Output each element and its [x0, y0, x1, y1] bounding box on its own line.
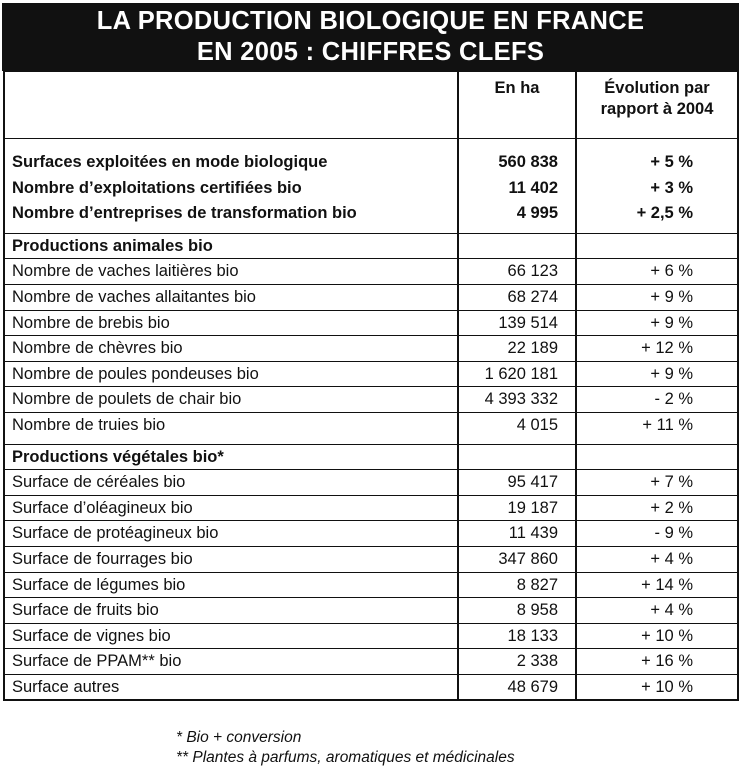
row-label: Nombre de vaches laitières bio	[5, 259, 459, 284]
row-change: + 12 %	[641, 339, 693, 358]
row-value: 2 338	[459, 649, 577, 674]
row-label: Nombre d’exploitations certifiées bio	[5, 176, 459, 202]
row-label: Nombre de poules pondeuses bio	[5, 362, 459, 387]
title-banner	[2, 3, 739, 71]
row-value: 11 402	[459, 176, 577, 202]
footnote-ppam: ** Plantes à parfums, aromatiques et médicinales	[176, 749, 515, 766]
table-row	[5, 546, 737, 572]
table-row	[5, 597, 737, 623]
row-change: + 7 %	[650, 473, 693, 492]
row-label: Surface autres	[5, 675, 459, 700]
row-label: Surface de céréales bio	[5, 470, 459, 495]
row-label: Nombre de chèvres bio	[5, 336, 459, 361]
row-label: Surface d’oléagineux bio	[5, 496, 459, 521]
key-figures-table	[3, 71, 739, 701]
table-row	[5, 674, 737, 700]
row-label: Surface de vignes bio	[5, 624, 459, 649]
table-row	[5, 623, 737, 649]
row-change: + 11 %	[642, 415, 693, 434]
row-value: 11 439	[459, 521, 577, 546]
table-header-row	[5, 72, 737, 138]
spacer-row	[5, 438, 737, 444]
spacer-row	[5, 138, 737, 150]
row-change: + 2 %	[650, 498, 693, 517]
row-value: 560 838	[459, 150, 577, 176]
table-row	[5, 469, 737, 495]
row-value: 95 417	[459, 470, 577, 495]
footnotes	[176, 728, 515, 768]
row-change: + 6 %	[650, 262, 693, 281]
table-row	[5, 495, 737, 521]
row-value: 8 958	[459, 598, 577, 623]
header-label-cell	[5, 72, 459, 138]
row-label: Surface de PPAM** bio	[5, 649, 459, 674]
table-row	[5, 335, 737, 361]
row-label: Nombre de truies bio	[5, 413, 459, 438]
table-row	[5, 176, 737, 202]
row-change: + 3 %	[650, 178, 693, 197]
table-row	[5, 648, 737, 674]
table-row	[5, 310, 737, 336]
table-row	[5, 150, 737, 176]
header-hectares: En ha	[459, 72, 577, 138]
row-change: + 10 %	[641, 677, 693, 696]
header-evolution-line-2: rapport à 2004	[600, 100, 714, 118]
row-value: 4 393 332	[459, 387, 577, 412]
row-value: 4 995	[459, 201, 577, 227]
row-label: Nombre de brebis bio	[5, 311, 459, 336]
row-change: + 9 %	[650, 364, 693, 383]
row-change: + 4 %	[650, 601, 693, 620]
table-row	[5, 361, 737, 387]
row-value: 66 123	[459, 259, 577, 284]
row-change: + 9 %	[650, 287, 693, 306]
row-value: 68 274	[459, 285, 577, 310]
row-value: 48 679	[459, 675, 577, 700]
table-row	[5, 572, 737, 598]
table-row	[5, 520, 737, 546]
row-value: 22 189	[459, 336, 577, 361]
row-value: 18 133	[459, 624, 577, 649]
row-change: + 4 %	[650, 549, 693, 568]
row-value: 19 187	[459, 496, 577, 521]
row-label: Surface de fourrages bio	[5, 547, 459, 572]
row-change: + 2,5 %	[636, 204, 693, 223]
footnote-conversion: * Bio + conversion	[176, 729, 302, 746]
table-row	[5, 201, 737, 227]
row-label: Nombre d’entreprises de transformation bio	[5, 201, 459, 227]
header-evolution-line-1: Évolution par	[604, 79, 710, 97]
row-value: 347 860	[459, 547, 577, 572]
table-row	[5, 412, 737, 438]
row-label: Surface de légumes bio	[5, 573, 459, 598]
row-change: + 16 %	[641, 652, 693, 671]
section-title: Productions animales bio	[5, 234, 459, 259]
row-value: 1 620 181	[459, 362, 577, 387]
table-row	[5, 284, 737, 310]
row-label: Surface de fruits bio	[5, 598, 459, 623]
row-change: + 9 %	[650, 313, 693, 332]
row-value: 4 015	[459, 413, 577, 438]
row-label: Nombre de poulets de chair bio	[5, 387, 459, 412]
header-evolution	[577, 72, 737, 138]
row-value: 139 514	[459, 311, 577, 336]
section-title: Productions végétales bio*	[5, 445, 459, 470]
row-label: Surfaces exploitées en mode biologique	[5, 150, 459, 176]
section-header-vegetal	[5, 444, 737, 470]
section-header-animal	[5, 233, 737, 259]
row-change: + 14 %	[641, 575, 693, 594]
spacer-row	[5, 227, 737, 233]
table-row	[5, 386, 737, 412]
table-row	[5, 258, 737, 284]
row-change: + 5 %	[650, 153, 693, 171]
row-change: - 9 %	[654, 524, 693, 543]
row-change: + 10 %	[641, 626, 693, 645]
row-value: 8 827	[459, 573, 577, 598]
row-label: Nombre de vaches allaitantes bio	[5, 285, 459, 310]
row-change: - 2 %	[654, 390, 693, 409]
title-line-2: EN 2005 : CHIFFRES CLEFS	[196, 38, 545, 66]
title-line-1: LA PRODUCTION BIOLOGIQUE EN FRANCE	[96, 7, 645, 35]
row-label: Surface de protéagineux bio	[5, 521, 459, 546]
